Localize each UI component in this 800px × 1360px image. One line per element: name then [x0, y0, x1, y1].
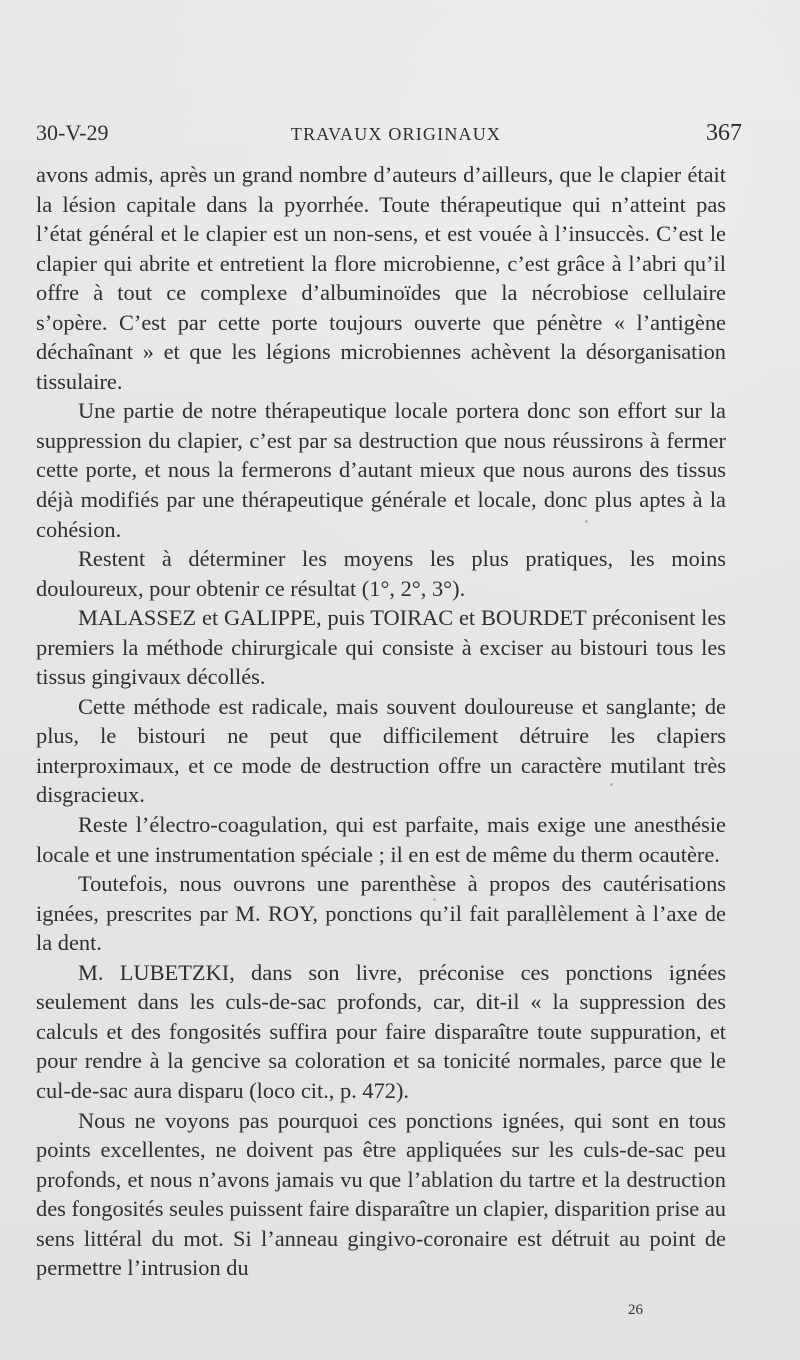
header-title: TRAVAUX ORIGINAUX	[290, 124, 502, 144]
paper-speck	[320, 855, 323, 858]
page-number: 367	[706, 120, 742, 146]
paragraph-5: Cette méthode est radicale, mais souvent douloureuse et sanglante; de plus, le bistouri ne peut que difficilement détruire les clapiers interproximaux, et ce mode de destruction offre un caractère mutilant très disgracieux.	[36, 693, 726, 808]
paragraph-6: Reste l’électro-coagulation, qui est parfaite, mais exige une anesthésie locale et une instrumentation spéciale ; il en est de même du therm ocautère.	[36, 812, 726, 867]
paragraph-2: Une partie de notre thérapeutique locale portera donc son effort sur la suppression du clapier, c’est par sa destruction que nous réussirons à fermer cette porte, et nous la fermerons d’autant mieux que nous aurons des tissus déjà modifiés par une thérapeutique générale et locale, donc plus aptes à la cohésion.	[36, 398, 726, 542]
paragraph-9: Nous ne voyons pas pourquoi ces ponctions ignées, qui sont en tous points excellentes, ne doivent pas être appliquées sur les culs-de-sac peu profonds, et nous n’avons jamais vu que l’ablation du tartre et la destruction des fongosités seules puissent faire disparaître un clapier, disparition prise au sens littéral du mot. Si l’anneau gingivo-coronaire est détruit au point de permettre l’intrusion du	[36, 1107, 726, 1281]
paragraph-3: Restent à déterminer les moyens les plus pratiques, les moins douloureux, pour obtenir ce résultat (1°, 2°, 3°).	[36, 546, 726, 601]
header-date: 30-V-29	[36, 120, 109, 145]
paper-speck	[545, 921, 548, 924]
paper-speck	[610, 783, 613, 786]
paper-speck	[585, 520, 588, 523]
paper-speck	[433, 898, 436, 901]
paragraph-7: Toutefois, nous ouvrons une parenthèse à propos des cautérisations ignées, prescrites par M. ROY, ponctions qu’il fait parallèlement à l’axe de la dent.	[36, 871, 726, 956]
body-text	[36, 160, 726, 1283]
paragraph-4: MALASSEZ et GALIPPE, puis TOIRAC et BOURDET préconisent les premiers la méthode chirurgicale qui consiste à exciser au bistouri tous les tissus gingivaux décollés.	[36, 605, 726, 690]
signature-mark: 26	[628, 1302, 643, 1318]
paragraph-1: avons admis, après un grand nombre d’auteurs d’ailleurs, que le clapier était la lésion capitale dans la pyorrhée. Toute thérapeutique qui n’atteint pas l’état général et le clapier est un non-sens, et est vouée à l’insuccès. C’est le clapier qui abrite et entretient la flore microbienne, c’est grâce à l’abri qu’il offre à tout ce complexe d’albuminoïdes que la nécrobiose cellulaire s’opère. C’est par cette porte toujours ouverte que pénètre « l’antigène déchaînant » et que les légions microbiennes achèvent la désorganisation tissulaire.	[36, 162, 726, 394]
running-header	[36, 121, 742, 145]
paragraph-8: M. LUBETZKI, dans son livre, préconise ces ponctions ignées seulement dans les culs-de-sac profonds, car, dit-il « la suppression des calculs et des fongosités suffira pour faire disparaître toute suppuration, et pour rendre à la gencive sa coloration et sa tonicité normales, parce que le cul-de-sac aura disparu (loco cit., p. 472).	[36, 959, 726, 1103]
